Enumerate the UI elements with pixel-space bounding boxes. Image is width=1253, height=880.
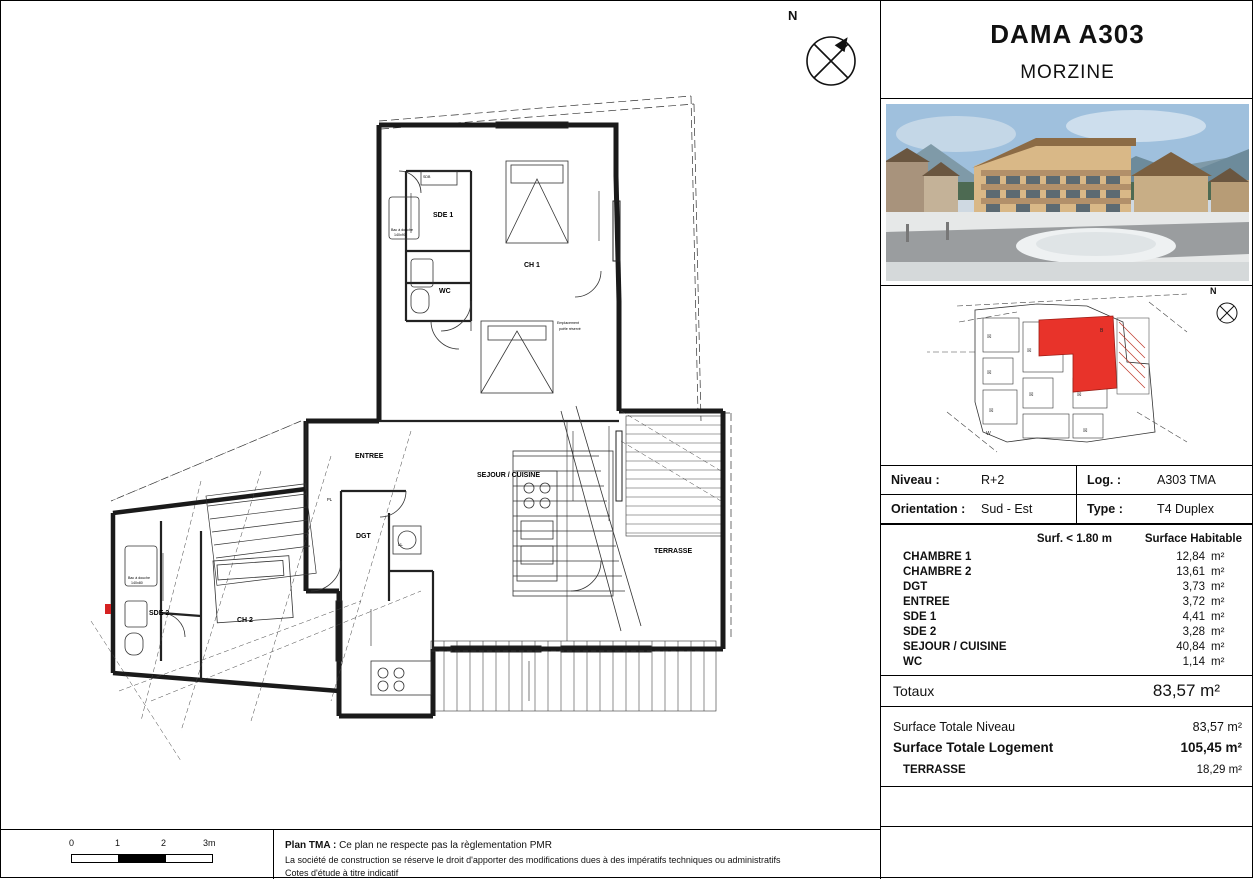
room-label-sejour: SEJOUR / CUISINE	[477, 472, 541, 479]
scale-bar	[61, 838, 231, 868]
svg-text:☒: ☒	[989, 408, 994, 414]
orientation-label: Orientation :	[891, 502, 966, 516]
annotation-bac2-2: 140x80	[131, 581, 143, 585]
surface-room-name: DGT	[903, 580, 928, 593]
compass	[788, 8, 866, 96]
terrasse-label: TERRASSE	[903, 764, 966, 776]
plan-notes	[285, 839, 845, 880]
type-value: T4 Duplex	[1157, 502, 1214, 516]
surface-habitable: 4,41	[1182, 610, 1205, 623]
title-block	[881, 1, 1253, 99]
surface-habitable: 3,28	[1182, 625, 1205, 638]
page-subtitle: MORZINE	[1020, 62, 1115, 83]
scale-seg-2	[119, 855, 166, 862]
room-label-ll: LL	[398, 542, 403, 547]
site-plan-block	[881, 286, 1253, 466]
scale-mark-0: 0	[69, 838, 75, 848]
note-line-1	[285, 839, 845, 854]
log-label: Log. :	[1087, 473, 1122, 487]
table-row	[881, 624, 1253, 639]
surface-habitable: 12,84	[1176, 550, 1205, 563]
surface-habitable: 1,14	[1182, 655, 1205, 668]
surface-room-name: SDE 1	[903, 610, 937, 623]
surface-unit: m²	[1211, 580, 1225, 593]
table-row	[881, 639, 1253, 654]
scale-mark-2: 2	[161, 838, 167, 848]
red-marker	[105, 604, 111, 614]
annotation-bac1: Bac à douche	[391, 228, 413, 232]
niveau-value: R+2	[971, 466, 1077, 494]
table-row	[881, 549, 1253, 564]
surface-room-name: WC	[903, 655, 923, 668]
surface-unit: m²	[1211, 595, 1225, 608]
scale-mark-1: 1	[115, 838, 121, 848]
annotation-bac1-2: 140x90	[394, 233, 406, 237]
room-label-pl: PL	[327, 497, 333, 502]
svg-text:☒: ☒	[987, 334, 992, 340]
note-line-2: La société de construction se réserve le droit d'apporter des modifications dues à des impératifs techniques ou administratifs	[285, 854, 781, 865]
footer-blank-block	[881, 787, 1253, 827]
svg-text:W: W	[986, 431, 991, 437]
niveau-label: Niveau :	[891, 473, 940, 487]
note-strong: Plan TMA :	[285, 840, 337, 851]
surface-habitable: 40,84	[1176, 640, 1205, 653]
surface-room-name: SEJOUR / CUISINE	[903, 640, 1007, 653]
svg-text:☒: ☒	[1027, 348, 1032, 354]
room-label-dgt: DGT	[356, 533, 371, 540]
svg-text:☒: ☒	[1029, 392, 1034, 398]
surface-table-header	[881, 533, 1253, 549]
terrasse-value: 18,29 m²	[1196, 764, 1242, 776]
surface-room-name: SDE 2	[903, 625, 937, 638]
surface-habitable: 3,73	[1182, 580, 1205, 593]
room-label-entree: ENTREE	[355, 453, 384, 460]
surface-table	[881, 525, 1253, 707]
surface-habitable: 13,61	[1176, 565, 1205, 578]
plan-svg	[1, 1, 880, 829]
surface-unit: m²	[1211, 610, 1225, 623]
scale-mark-3: 3m	[203, 838, 216, 848]
room-label-ch2: CH 2	[237, 617, 253, 624]
room-label-sde1: SDE 1	[433, 212, 454, 219]
compass-north-label: N	[788, 8, 798, 23]
site-compass-north-label: N	[1210, 286, 1217, 296]
surface-habitable: 3,72	[1182, 595, 1205, 608]
svg-text:☒: ☒	[1077, 392, 1082, 398]
annotation-poele-2: poêle réservé	[559, 327, 581, 331]
type-label: Type :	[1087, 502, 1123, 516]
site-compass	[1210, 286, 1242, 328]
annotation-bac2: Bac à douche	[128, 576, 150, 580]
surface-unit: m²	[1211, 625, 1225, 638]
total-logement-label: Surface Totale Logement	[893, 740, 1054, 755]
surface-total-row	[881, 675, 1253, 706]
surface-col1-header: Surf. < 1.80 m	[1036, 533, 1112, 545]
note-line-3: Cotes d'étude à titre indicatif	[285, 867, 399, 878]
table-row	[881, 579, 1253, 594]
annotation-poele: Emplacement	[557, 321, 579, 325]
totals-block	[881, 707, 1253, 787]
note-line-1-text: Ce plan ne respecte pas la règlementation PMR	[336, 840, 552, 851]
table-row	[881, 609, 1253, 624]
scale-ticks	[71, 854, 213, 863]
log-value: A303 TMA	[1157, 473, 1216, 487]
surface-unit: m²	[1211, 655, 1225, 668]
room-label-sde2: SDE 2	[149, 610, 170, 617]
total-niveau-row	[881, 717, 1253, 737]
info-table	[881, 466, 1253, 525]
scale-seg-1	[72, 855, 119, 862]
surface-unit: m²	[1211, 640, 1225, 653]
info-row-niveau	[881, 466, 1253, 495]
svg-text:☒: ☒	[1083, 428, 1088, 434]
table-row	[881, 654, 1253, 669]
surface-col2-header: Surface Habitable	[1144, 533, 1242, 545]
page-title: DAMA A303	[990, 19, 1145, 49]
surface-room-name: CHAMBRE 1	[903, 550, 972, 563]
total-logement-value: 105,45 m²	[1180, 740, 1242, 755]
room-label-terrasse: TERRASSE	[654, 548, 693, 555]
annotation-sdb: SDB	[423, 175, 431, 179]
right-panel	[881, 1, 1253, 879]
building-photo	[886, 104, 1249, 281]
bottom-divider	[273, 829, 274, 879]
info-row-orientation	[881, 495, 1253, 524]
table-row	[881, 564, 1253, 579]
total-niveau-label: Surface Totale Niveau	[893, 720, 1016, 734]
svg-text:B: B	[1100, 328, 1104, 334]
total-niveau-value: 83,57 m²	[1192, 720, 1242, 734]
surface-total-value: 83,57 m²	[1152, 681, 1220, 700]
svg-text:☒: ☒	[987, 370, 992, 376]
surface-total-label: Totaux	[893, 683, 935, 699]
orientation-value: Sud - Est	[971, 495, 1077, 523]
surface-unit: m²	[1211, 550, 1225, 563]
table-row	[881, 594, 1253, 609]
surface-room-name: CHAMBRE 2	[903, 565, 972, 578]
site-plan	[887, 286, 1248, 459]
plan-drawing-area	[1, 1, 880, 829]
surface-room-name: ENTREE	[903, 595, 950, 608]
room-label-wc: WC	[439, 288, 451, 295]
surface-unit: m²	[1211, 565, 1225, 578]
room-label-ch1: CH 1	[524, 262, 540, 269]
scale-seg-3	[166, 855, 212, 862]
terrasse-row	[881, 758, 1253, 778]
building-photo-block	[881, 99, 1253, 286]
total-logement-row	[881, 737, 1253, 758]
